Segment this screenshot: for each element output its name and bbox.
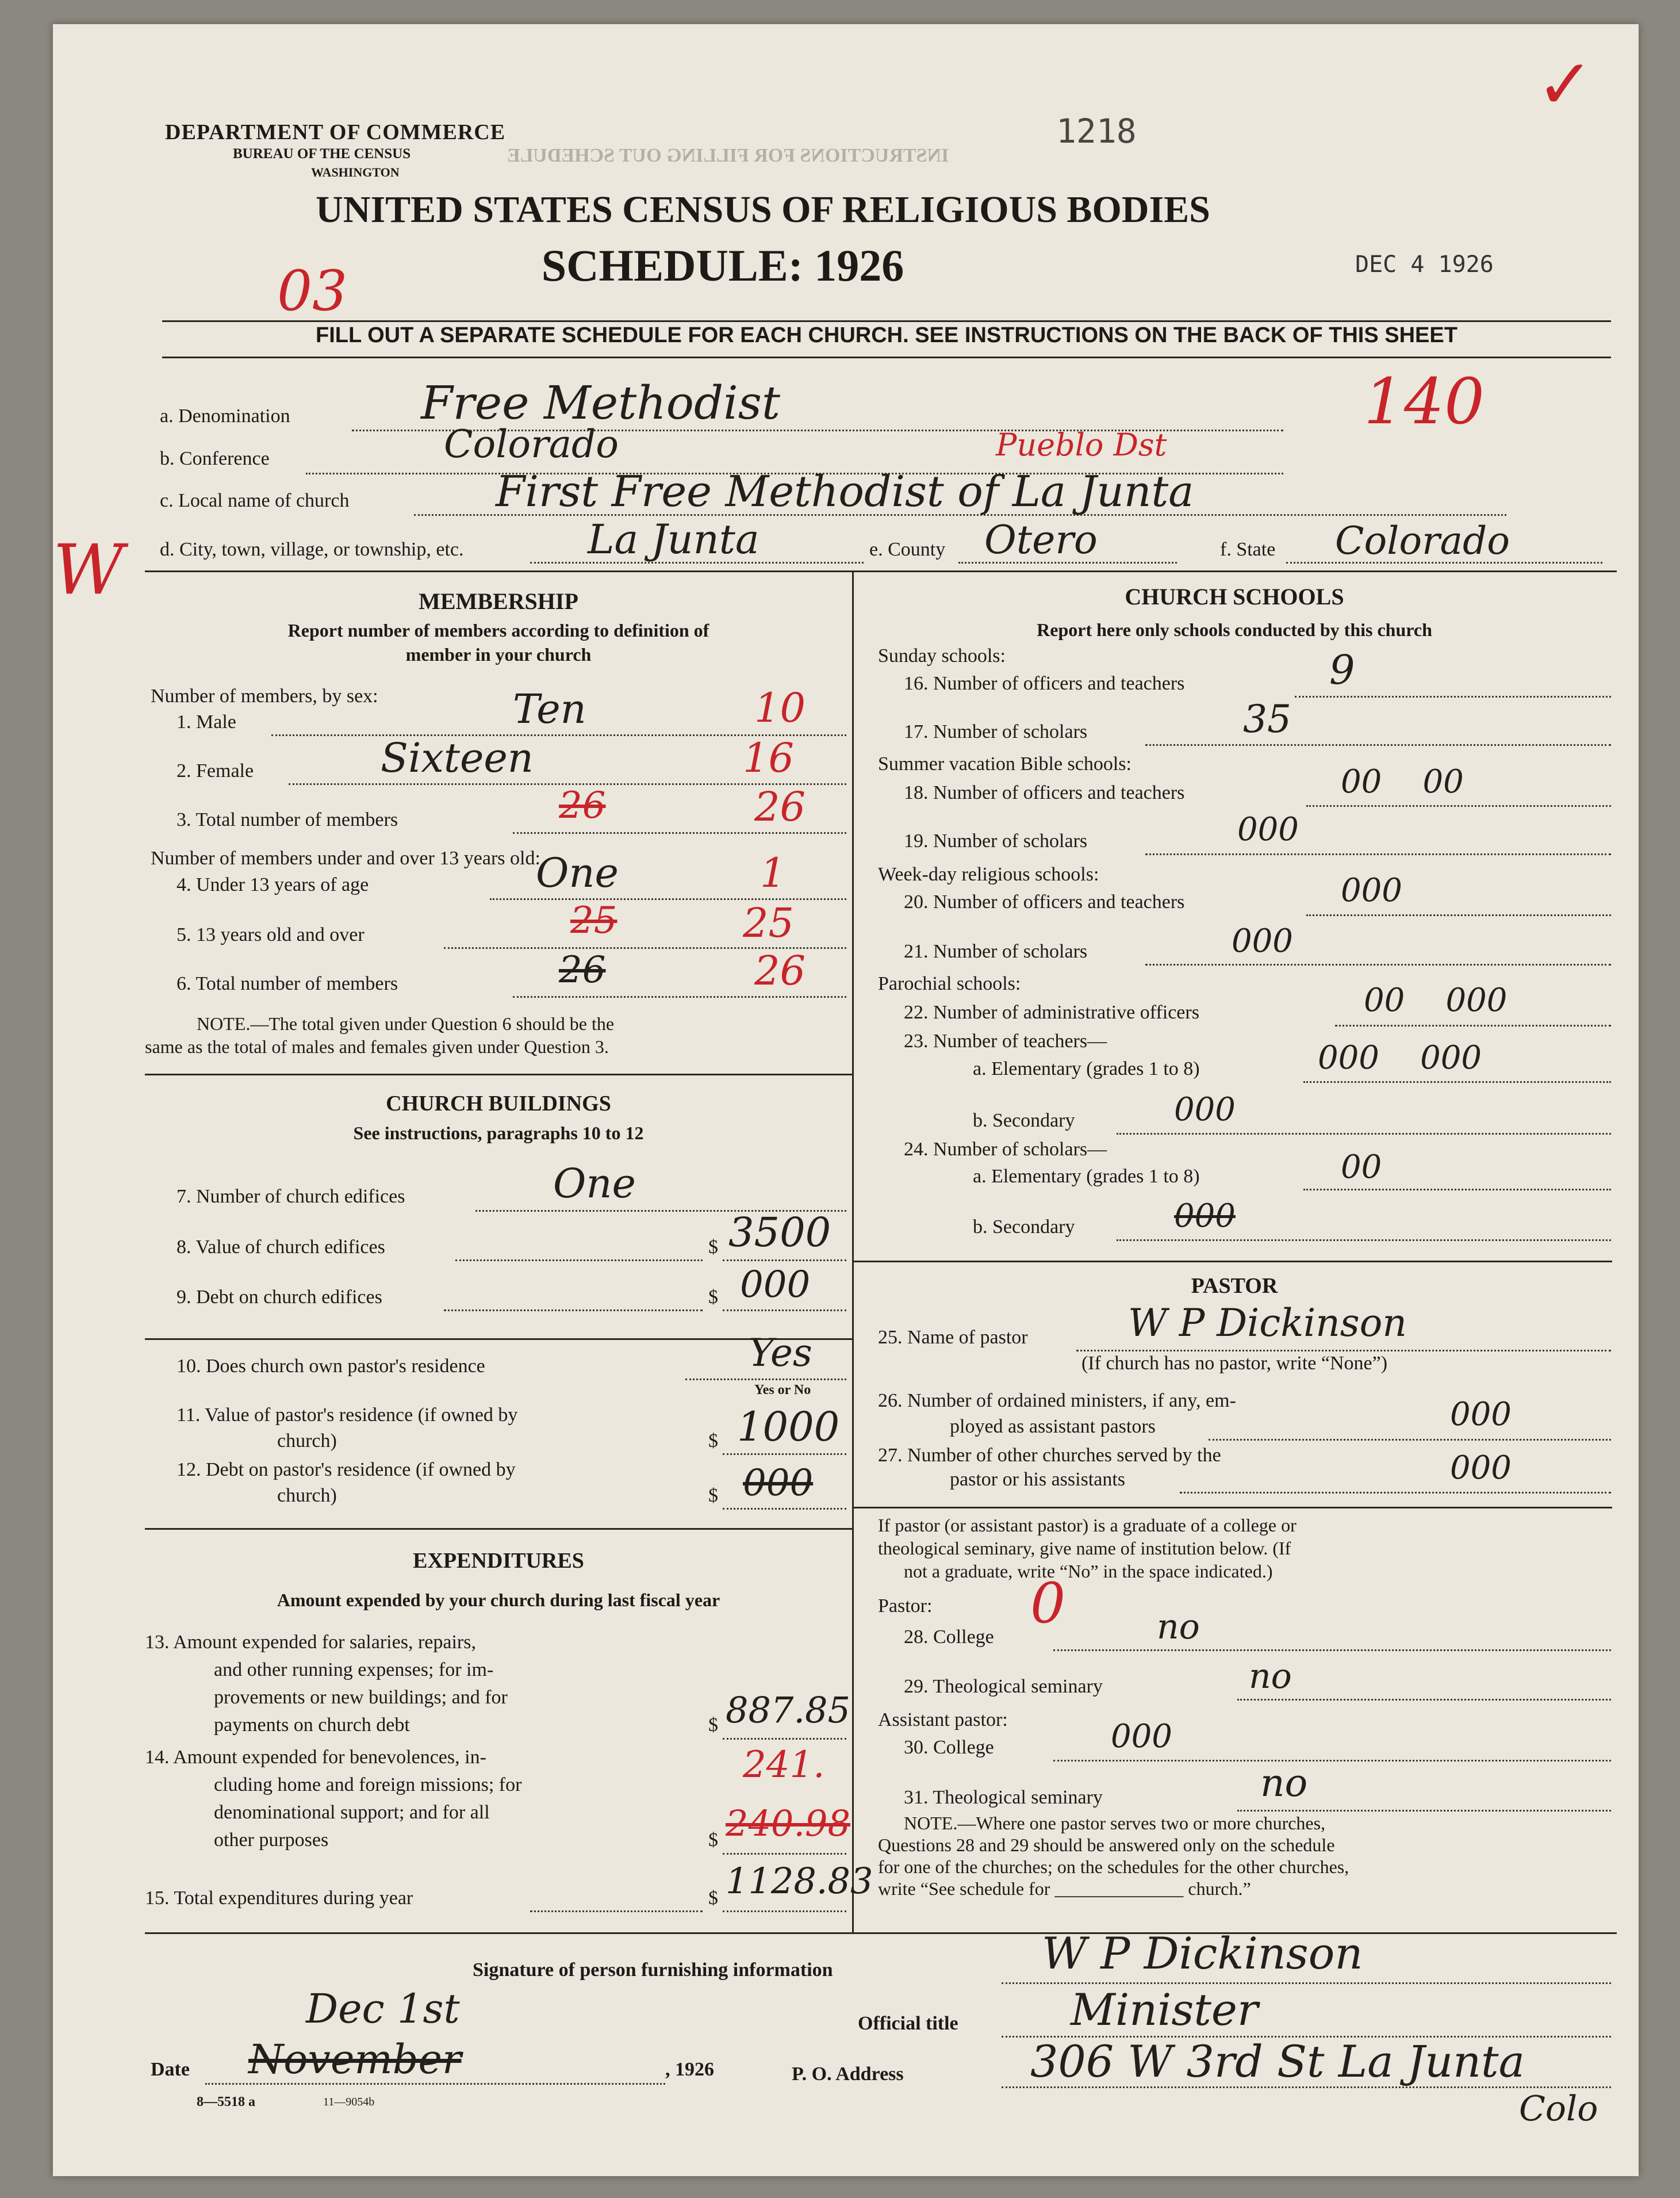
q3-number[interactable]: 26 [754, 783, 806, 830]
official-title-label: Official title [858, 2013, 958, 2034]
q20-label: 20. Number of officers and teachers [904, 891, 1185, 913]
received-date-stamp: DEC 4 1926 [1355, 251, 1494, 278]
q7-label: 7. Number of church edifices [177, 1186, 405, 1207]
q2-label: 2. Female [177, 760, 254, 782]
q8-dollar: $ [708, 1236, 718, 1258]
q13-label-1: 13. Amount expended for salaries, repairs, [145, 1632, 476, 1653]
q10-hint: Yes or No [754, 1383, 811, 1397]
form-title: UNITED STATES CENSUS OF RELIGIOUS BODIES [316, 189, 1210, 231]
schedule-title: SCHEDULE: 1926 [541, 240, 904, 290]
q21-value[interactable]: 000 [1232, 922, 1293, 960]
q10-value[interactable]: Yes [749, 1331, 812, 1375]
district-annotation: Pueblo Dst [996, 427, 1167, 463]
q10-label: 10. Does church own pastor's residence [177, 1355, 485, 1377]
church-buildings-heading: CHURCH BUILDINGS [386, 1092, 611, 1116]
church-schools-heading: CHURCH SCHOOLS [1125, 584, 1344, 610]
pastor-subheading: Pastor: [878, 1595, 933, 1617]
conference-value[interactable]: Colorado [444, 422, 619, 466]
sunday-schools-label: Sunday schools: [878, 645, 1006, 667]
q22-value[interactable]: 00 000 [1364, 982, 1508, 1019]
q6-number[interactable]: 26 [754, 947, 806, 994]
q9-dollar: $ [708, 1286, 718, 1308]
q5-label: 5. 13 years old and over [177, 924, 365, 945]
state-label: f. State [1220, 539, 1276, 560]
q30-value[interactable]: 000 [1111, 1718, 1172, 1755]
q16-label: 16. Number of officers and teachers [904, 673, 1185, 694]
q13-label-4: payments on church debt [214, 1714, 410, 1736]
membership-intro-2: member in your church [405, 644, 592, 665]
q23-label: 23. Number of teachers— [904, 1031, 1107, 1052]
membership-note-2: same as the total of males and females given under Question 3. [145, 1036, 609, 1057]
q15-dollar: $ [708, 1887, 718, 1909]
church-schools-subheading: Report here only schools conducted by this church [1037, 619, 1432, 640]
pastor-note-3: for one of the churches; on the schedules for the other churches, [878, 1856, 1349, 1877]
q14-corrected-value: 241. [743, 1744, 825, 1786]
po-address-label: P. O. Address [792, 2063, 904, 2085]
q1-number[interactable]: 10 [754, 684, 806, 732]
q4-label: 4. Under 13 years of age [177, 874, 369, 895]
q12-value[interactable]: 000 [743, 1462, 814, 1504]
q3-word[interactable]: 26 [559, 784, 606, 827]
q14-label-2: cluding home and foreign missions; for [214, 1774, 522, 1795]
pastor-zero-annotation: 0 [1030, 1571, 1066, 1636]
q24-label: 24. Number of scholars— [904, 1139, 1107, 1160]
q11-label-2: church) [277, 1430, 337, 1452]
membership-intro-1: Report number of members according to definition of [287, 620, 709, 641]
q31-label: 31. Theological seminary [904, 1787, 1103, 1808]
expenditures-subheading: Amount expended by your church during last fiscal year [277, 1590, 720, 1610]
members-by-age-label: Number of members under and over 13 years old: [151, 848, 540, 869]
q24a-value[interactable]: 00 [1341, 1148, 1382, 1186]
members-by-sex-label: Number of members, by sex: [151, 686, 378, 707]
code-annotation: 03 [277, 259, 348, 323]
q8-label: 8. Value of church edifices [177, 1236, 385, 1258]
q25-label: 25. Name of pastor [878, 1327, 1028, 1348]
pastor-note-4: write “See schedule for ______________ church.” [878, 1878, 1251, 1899]
parochial-schools-label: Parochial schools: [878, 973, 1021, 994]
q14-dollar: $ [708, 1829, 718, 1851]
q25-value[interactable]: W P Dickinson [1128, 1301, 1407, 1345]
q31-value[interactable]: no [1260, 1761, 1308, 1805]
q26-value[interactable]: 000 [1450, 1396, 1512, 1433]
signature-value[interactable]: W P Dickinson [1042, 1928, 1363, 1979]
q23b-value[interactable]: 000 [1174, 1091, 1236, 1128]
county-value[interactable]: Otero [984, 518, 1098, 563]
q12-label-1: 12. Debt on pastor's residence (if owned by [177, 1459, 516, 1480]
q29-value[interactable]: no [1249, 1656, 1292, 1697]
q26-label-1: 26. Number of ordained ministers, if any, em- [878, 1390, 1236, 1411]
local-church-name-value[interactable]: First Free Methodist of La Junta [496, 467, 1194, 516]
pastor-heading: PASTOR [1191, 1274, 1278, 1298]
q19-value[interactable]: 000 [1237, 811, 1299, 848]
check-mark-annotation: ✓ [1536, 47, 1594, 123]
denomination-label: a. Denomination [160, 405, 290, 427]
serial-number: 1218 [1056, 112, 1137, 151]
q1-word[interactable]: Ten [513, 686, 586, 733]
q23a-label: a. Elementary (grades 1 to 8) [973, 1058, 1200, 1079]
pastor-note-2: Questions 28 and 29 should be answered only on the schedule [878, 1835, 1335, 1855]
q13-value[interactable]: 887.85 [726, 1689, 850, 1731]
po-address-value[interactable]: 306 W 3rd St La Junta [1030, 2036, 1525, 2087]
conference-label: b. Conference [160, 448, 270, 469]
state-value[interactable]: Colorado [1335, 519, 1510, 563]
q27-value[interactable]: 000 [1450, 1449, 1512, 1487]
q13-dollar: $ [708, 1714, 718, 1736]
local-church-name-label: c. Local name of church [160, 490, 350, 511]
denomination-value[interactable]: Free Methodist [421, 376, 780, 430]
q4-number[interactable]: 1 [760, 849, 786, 897]
q27-label-2: pastor or his assistants [950, 1469, 1126, 1490]
po-address-value-2[interactable]: Colo [1519, 2089, 1598, 2129]
q28-label: 28. College [904, 1626, 994, 1648]
q25-hint: (If church has no pastor, write “None”) [1081, 1353, 1388, 1374]
q14-label-3: denominational support; and for all [214, 1802, 490, 1823]
q2-number[interactable]: 16 [743, 734, 795, 782]
q5-number[interactable]: 25 [743, 899, 795, 947]
q6-label: 6. Total number of members [177, 973, 398, 994]
date-struck-value: November [248, 2036, 462, 2083]
q3-label: 3. Total number of members [177, 809, 398, 830]
date-label: Date [151, 2059, 190, 2080]
q18-value[interactable]: 00 00 [1341, 763, 1464, 801]
back-page-show-through: INSTRUCTIONS FOR FILLING OUT SCHEDULE [507, 145, 949, 166]
q28-value[interactable]: no [1157, 1607, 1200, 1647]
q30-label: 30. College [904, 1737, 994, 1758]
pastor-note-1: NOTE.—Where one pastor serves two or more churches, [904, 1813, 1326, 1833]
q11-value[interactable]: 1000 [737, 1403, 840, 1450]
city-heading: WASHINGTON [311, 165, 400, 179]
q23b-label: b. Secondary [973, 1110, 1075, 1131]
margin-w-annotation: W [53, 530, 124, 610]
q19-label: 19. Number of scholars [904, 830, 1088, 852]
q11-label-1: 11. Value of pastor's residence (if owned by [177, 1404, 518, 1426]
q5-word[interactable]: 25 [570, 899, 617, 942]
church-buildings-subheading: See instructions, paragraphs 10 to 12 [353, 1123, 644, 1143]
summer-schools-label: Summer vacation Bible schools: [878, 753, 1131, 775]
city-value[interactable]: La Junta [588, 516, 760, 563]
q22-label: 22. Number of administrative officers [904, 1002, 1199, 1023]
assistant-pastor-subheading: Assistant pastor: [878, 1709, 1008, 1730]
q8-value[interactable]: 3500 [728, 1209, 831, 1256]
expenditures-heading: EXPENDITURES [413, 1549, 584, 1573]
print-number: 11—9054b [323, 2096, 375, 2108]
q12-dollar: $ [708, 1485, 718, 1506]
q21-label: 21. Number of scholars [904, 941, 1088, 962]
graduate-note-3: not a graduate, write “No” in the space indicated.) [904, 1561, 1273, 1582]
date-value[interactable]: Dec 1st [306, 1985, 460, 2032]
department-heading: DEPARTMENT OF COMMERCE [165, 120, 506, 144]
q24b-label: b. Secondary [973, 1216, 1075, 1238]
q17-label: 17. Number of scholars [904, 721, 1088, 742]
graduate-note-1: If pastor (or assistant pastor) is a graduate of a college or [878, 1515, 1297, 1535]
q14-value[interactable]: 240.98 [726, 1802, 850, 1844]
q9-value[interactable]: 000 [740, 1263, 811, 1306]
city-label: d. City, town, village, or township, etc. [160, 539, 464, 560]
q15-value[interactable]: 1128.83 [726, 1860, 873, 1902]
official-title-value[interactable]: Minister [1071, 1984, 1259, 2035]
q18-label: 18. Number of officers and teachers [904, 782, 1185, 803]
q6-word[interactable]: 26 [559, 949, 606, 991]
instruction-line: FILL OUT A SEPARATE SCHEDULE FOR EACH CHURCH. SEE INSTRUCTIONS ON THE BACK OF THIS SHEET [316, 323, 1457, 347]
form-number: 8—5518 a [197, 2094, 255, 2109]
q27-label-1: 27. Number of other churches served by the [878, 1445, 1221, 1466]
signature-label: Signature of person furnishing information [473, 1959, 833, 1981]
q20-value[interactable]: 000 [1341, 872, 1402, 909]
q17-value[interactable]: 35 [1243, 697, 1291, 741]
q12-label-2: church) [277, 1485, 337, 1506]
graduate-note-2: theological seminary, give name of institution below. (If [878, 1538, 1291, 1558]
q24b-value[interactable]: 000 [1174, 1197, 1236, 1235]
q13-label-3: provements or new buildings; and for [214, 1687, 508, 1708]
q15-label: 15. Total expenditures during year [145, 1887, 413, 1909]
q4-word[interactable]: One [536, 849, 619, 897]
q29-label: 29. Theological seminary [904, 1676, 1103, 1697]
q23a-value[interactable]: 000 000 [1318, 1039, 1482, 1077]
membership-note-1: NOTE.—The total given under Question 6 should be the [197, 1013, 615, 1034]
denomination-code-annotation: 140 [1364, 365, 1485, 438]
q14-label-4: other purposes [214, 1829, 329, 1851]
q7-value[interactable]: One [553, 1160, 636, 1207]
county-label: e. County [869, 539, 946, 560]
q9-label: 9. Debt on church edifices [177, 1286, 382, 1308]
q24a-label: a. Elementary (grades 1 to 8) [973, 1166, 1200, 1187]
q26-label-2: ployed as assistant pastors [950, 1416, 1156, 1437]
membership-heading: MEMBERSHIP [419, 588, 578, 614]
q16-value[interactable]: 9 [1329, 646, 1355, 694]
q2-word[interactable]: Sixteen [381, 734, 534, 782]
q14-label-1: 14. Amount expended for benevolences, in- [145, 1747, 486, 1768]
q1-label: 1. Male [177, 711, 236, 733]
bureau-heading: BUREAU OF THE CENSUS [233, 146, 411, 162]
census-schedule-sheet [53, 24, 1639, 2176]
date-year: , 1926 [665, 2059, 714, 2080]
q13-label-2: and other running expenses; for im- [214, 1659, 494, 1680]
weekday-schools-label: Week-day religious schools: [878, 864, 1099, 885]
q11-dollar: $ [708, 1430, 718, 1452]
